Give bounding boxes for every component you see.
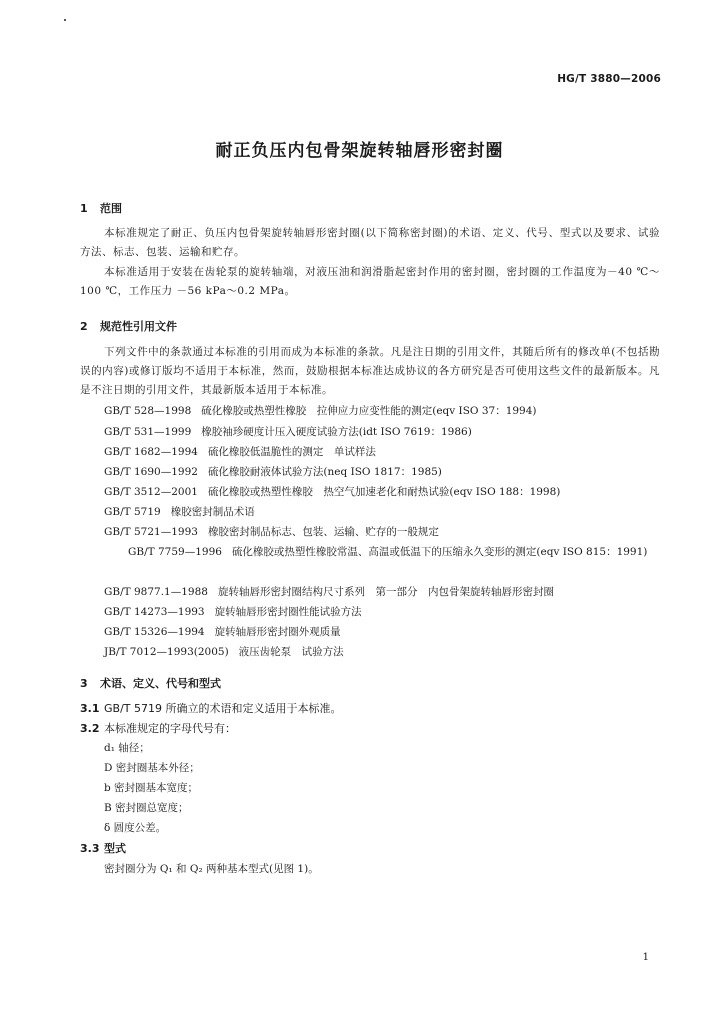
page-number: 1 <box>642 952 649 963</box>
symbol-definition: b 密封圈基本宽度； <box>104 782 199 794</box>
reference-code: GB/T 14273—1993 <box>104 606 205 618</box>
reference-title: 硫化橡胶或热塑性橡胶常温、高温或低温下的压缩永久变形的测定(eqv ISO 815：1991) <box>231 546 648 558</box>
reference-item <box>104 483 660 502</box>
section-number: 2 <box>80 320 88 333</box>
section-1-heading <box>80 200 122 216</box>
section-3-heading <box>80 675 221 691</box>
symbol-definition: d₁ 轴径； <box>104 742 150 754</box>
reference-code: GB/T 9877.1—1988 <box>104 586 208 598</box>
reference-item <box>104 583 660 602</box>
reference-item <box>104 443 660 462</box>
reference-code: JB/T 7012—1993(2005) <box>104 646 229 658</box>
reference-code: GB/T 7759—1996 <box>128 546 222 558</box>
clause-3-2 <box>80 720 236 736</box>
symbol-definition: δ 圆度公差。 <box>104 822 167 834</box>
reference-title: 橡胶密封制品标志、包装、运输、贮存的一般规定 <box>207 526 439 538</box>
clause-title: 型式 <box>104 842 126 855</box>
reference-title: 硫化橡胶耐液体试验方法(neq ISO 1817：1985) <box>207 466 442 478</box>
clause-3-3-text: 密封圈分为 Q₁ 和 Q₂ 两种基本型式(见图 1)。 <box>104 863 319 875</box>
reference-item <box>104 623 660 642</box>
reference-item <box>104 523 660 542</box>
clause-number: 3.3 <box>80 842 100 855</box>
section-title: 术语、定义、代号和型式 <box>100 677 221 690</box>
reference-code: GB/T 1682—1994 <box>104 446 198 458</box>
clause-3-3 <box>80 840 126 856</box>
reference-title: 橡胶袖珍硬度计压入硬度试验方法(idt ISO 7619：1986) <box>201 426 472 438</box>
symbol-definition: D 密封圈基本外径； <box>104 762 200 774</box>
reference-title: 旋转轴唇形密封圈外观质量 <box>214 626 341 638</box>
reference-item <box>104 603 660 622</box>
scan-speck <box>64 19 66 21</box>
reference-item <box>104 463 660 482</box>
section-2-heading <box>80 318 177 334</box>
reference-title: 硫化橡胶或热塑性橡胶 拉伸应力应变性能的测定(eqv ISO 37：1994) <box>201 405 537 417</box>
reference-title: 液压齿轮泵 试验方法 <box>238 646 344 658</box>
clause-text: 本标准规定的字母代号有： <box>104 722 236 735</box>
reference-title: 旋转轴唇形密封圈结构尺寸系列 第一部分 内包骨架旋转轴唇形密封圈 <box>217 586 554 598</box>
reference-code: GB/T 1690—1992 <box>104 466 198 478</box>
reference-code: GB/T 15326—1994 <box>104 626 205 638</box>
section-1-paragraph-1: 本标准规定了耐正、负压内包骨架旋转轴唇形密封圈(以下简称密封圈)的术语、定义、代号、型式以及要求、试验方法、标志、包装、运输和贮存。 <box>80 227 660 258</box>
standard-code: HG/T 3880—2006 <box>557 73 661 85</box>
reference-item <box>104 402 660 421</box>
section-number: 1 <box>80 202 88 215</box>
section-number: 3 <box>80 677 88 690</box>
reference-title: 旋转轴唇形密封圈性能试验方法 <box>214 606 362 618</box>
clause-3-1 <box>80 700 341 716</box>
symbol-definition: B 密封圈总宽度； <box>104 802 189 814</box>
reference-code: GB/T 3512—2001 <box>104 486 198 498</box>
reference-code: GB/T 528—1998 <box>104 405 192 417</box>
reference-code: GB/T 5721—1993 <box>104 526 198 538</box>
clause-number: 3.1 <box>80 702 100 715</box>
reference-item <box>104 503 660 522</box>
reference-code: GB/T 5719 <box>104 506 161 518</box>
clause-text: GB/T 5719 所确立的术语和定义适用于本标准。 <box>104 702 342 715</box>
reference-title: 硫化橡胶或热塑性橡胶 热空气加速老化和耐热试验(eqv ISO 188：1998) <box>207 486 561 498</box>
reference-item <box>104 643 660 662</box>
document-title: 耐正负压内包骨架旋转轴唇形密封圈 <box>215 141 504 161</box>
section-title: 范围 <box>100 202 122 215</box>
section-title: 规范性引用文件 <box>100 320 177 333</box>
reference-item <box>80 543 660 562</box>
section-2-paragraph-1: 下列文件中的条款通过本标准的引用而成为本标准的条款。凡是注日期的引用文件，其随后所有的修改单(不包括勘误的内容)或修订版均不适用于本标准，然而，鼓励根据本标准达成协议的各方研究是否可使用这些文件的最新版本。凡是不注日期的引用文件，其最新版本适用于本标准。 <box>80 346 660 396</box>
reference-title: 橡胶密封制品术语 <box>170 506 255 518</box>
section-1-paragraph-2: 本标准适用于安装在齿轮泵的旋转轴端，对液压油和润滑脂起密封作用的密封圈，密封圈的工作温度为－40 ℃～100 ℃，工作压力 －56 kPa～0.2 MPa。 <box>80 266 660 297</box>
reference-item <box>104 423 660 442</box>
reference-code: GB/T 531—1999 <box>104 426 192 438</box>
clause-number: 3.2 <box>80 722 100 735</box>
reference-title: 硫化橡胶低温脆性的测定 单试样法 <box>207 446 376 458</box>
